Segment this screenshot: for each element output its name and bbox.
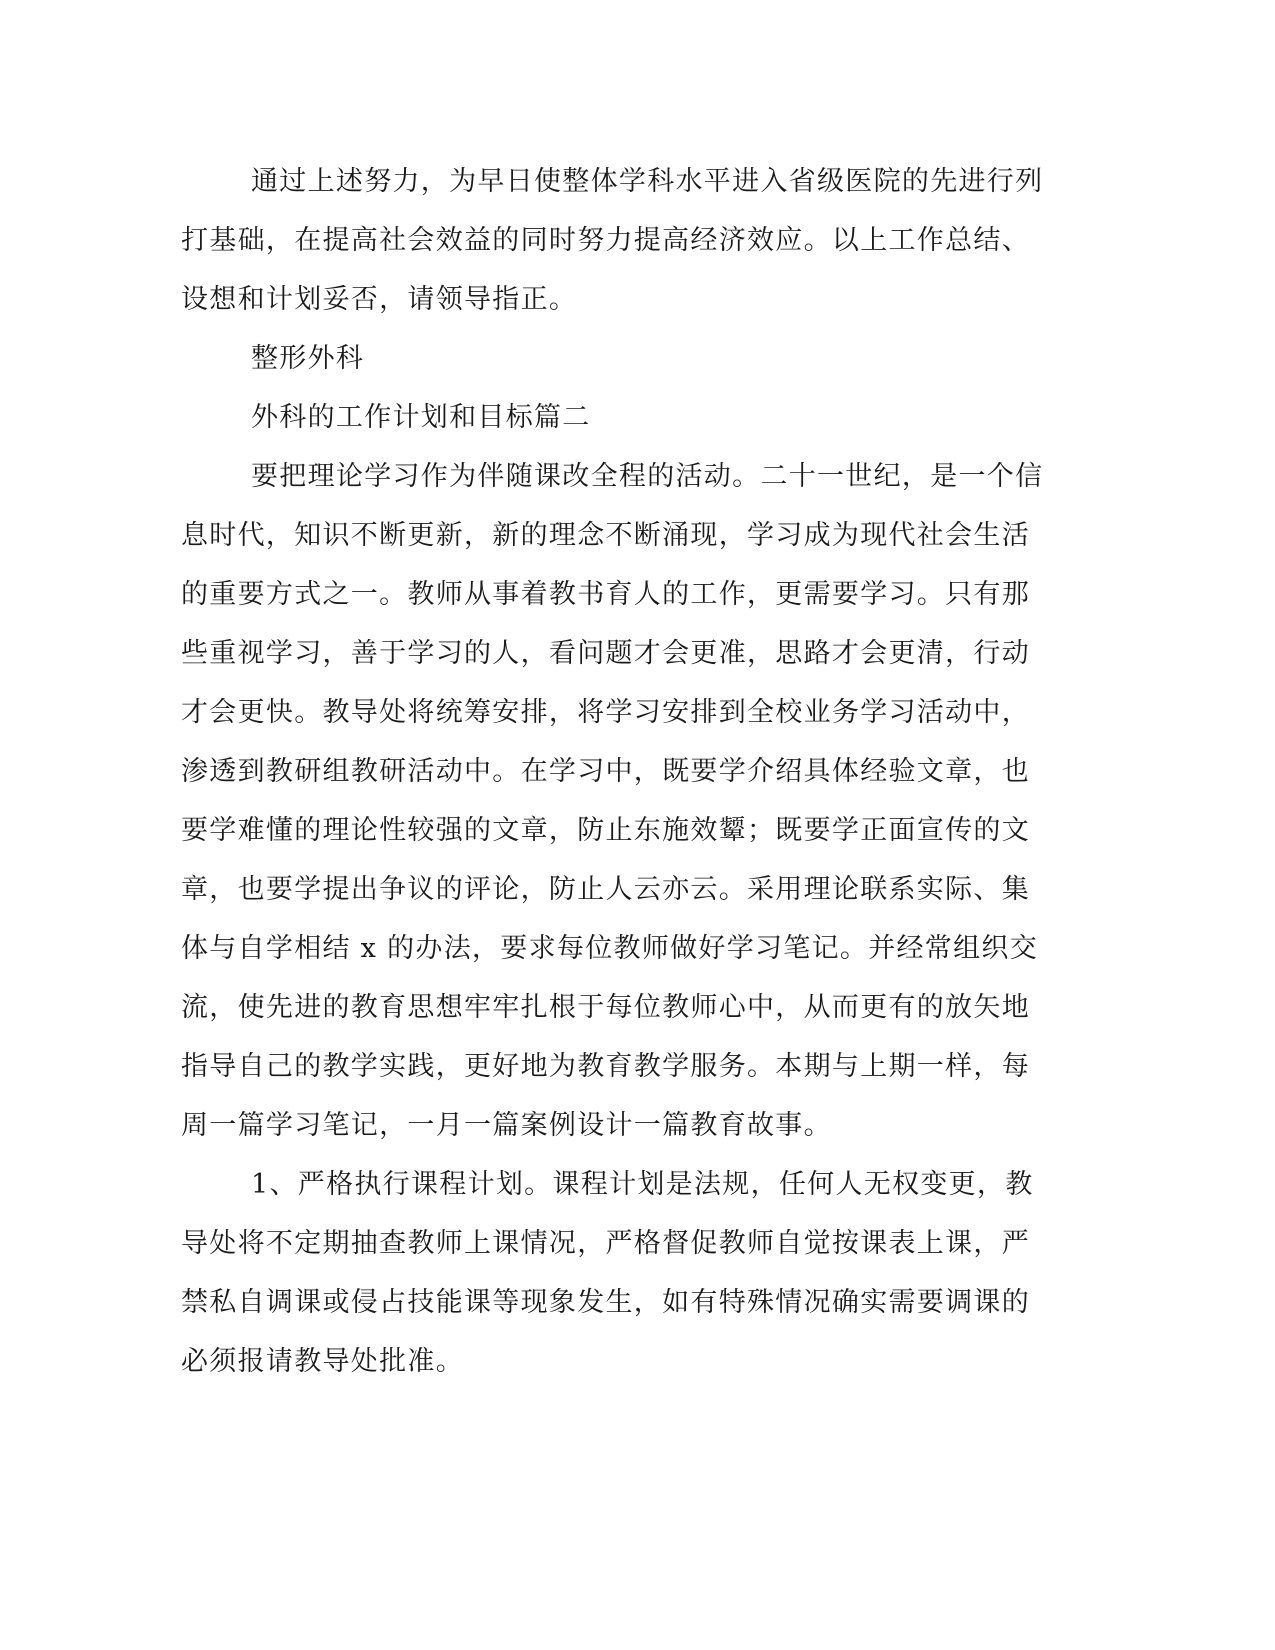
paragraph-3-line-2: 导处将不定期抽查教师上课情况，严格督促教师自觉按课表上课，严 xyxy=(181,1228,1030,1259)
signature-department: 整形外科 xyxy=(251,343,365,374)
paragraph-2-line-10: 流，使先进的教育思想牢牢扎根于每位教师心中，从而更有的放矢地 xyxy=(181,992,1030,1023)
paragraph-1-line-2: 打基础，在提高社会效益的同时努力提高经济效应。以上工作总结、 xyxy=(181,225,1030,256)
paragraph-1-line-1: 通过上述努力，为早日使整体学科水平进入省级医院的先进行列 xyxy=(251,166,1044,197)
paragraph-2-line-7: 要学难懂的理论性较强的文章，防止东施效颦；既要学正面宣传的文 xyxy=(181,815,1030,846)
paragraph-2-line-8: 章，也要学提出争议的评论，防止人云亦云。采用理论联系实际、集 xyxy=(181,874,1030,905)
paragraph-2-line-12: 周一篇学习笔记，一月一篇案例设计一篇教育故事。 xyxy=(181,1110,832,1141)
paragraph-2-line-2: 息时代，知识不断更新，新的理念不断涌现，学习成为现代社会生活 xyxy=(181,520,1030,551)
paragraph-2-line-4: 些重视学习，善于学习的人，看问题才会更准，思路才会更清，行动 xyxy=(181,638,1030,669)
paragraph-3-line-4: 必须报请教导处批准。 xyxy=(181,1346,464,1377)
paragraph-2-line-11: 指导自己的教学实践，更好地为教育教学服务。本期与上期一样，每 xyxy=(181,1051,1030,1082)
section-heading: 外科的工作计划和目标篇二 xyxy=(251,402,591,433)
paragraph-3-line-1: 1、严格执行课程计划。课程计划是法规，任何人无权变更，教 xyxy=(251,1169,1034,1200)
paragraph-2-line-6: 渗透到教研组教研活动中。在学习中，既要学介绍具体经验文章，也 xyxy=(181,756,1030,787)
paragraph-2-line-3: 的重要方式之一。教师从事着教书育人的工作，更需要学习。只有那 xyxy=(181,579,1030,610)
paragraph-2-line-9: 体与自学相结 x 的办法，要求每位教师做好学习笔记。并经常组织交 xyxy=(181,933,1038,964)
paragraph-2-line-1: 要把理论学习作为伴随课改全程的活动。二十一世纪，是一个信 xyxy=(251,461,1044,492)
paragraph-1-line-3: 设想和计划妥否，请领导指正。 xyxy=(181,284,578,315)
paragraph-2-line-5: 才会更快。教导处将统筹安排，将学习安排到全校业务学习活动中， xyxy=(181,697,1030,728)
paragraph-3-line-3: 禁私自调课或侵占技能课等现象发生，如有特殊情况确实需要调课的 xyxy=(181,1287,1030,1318)
